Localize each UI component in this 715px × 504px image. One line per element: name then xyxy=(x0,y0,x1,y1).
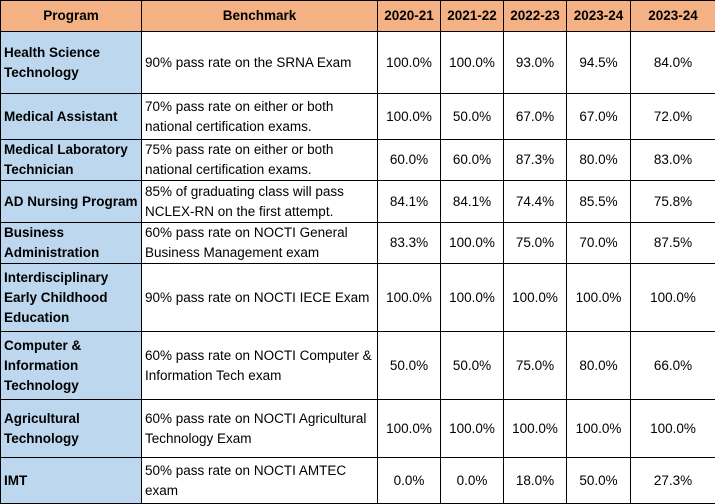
value-cell: 100.0% xyxy=(504,400,567,458)
value-cell: 50.0% xyxy=(441,332,504,400)
value-cell: 75.0% xyxy=(504,223,567,264)
value-cell: 83.0% xyxy=(631,140,715,181)
table-row xyxy=(1,94,715,140)
program-cell: IMT xyxy=(1,458,142,504)
benchmark-cell: 70% pass rate on either or both national certification exams. xyxy=(142,94,378,140)
table-row xyxy=(1,332,715,400)
table-row xyxy=(1,400,715,458)
value-cell: 93.0% xyxy=(504,32,567,94)
value-cell: 70.0% xyxy=(567,223,631,264)
table-row xyxy=(1,32,715,94)
value-cell: 87.5% xyxy=(631,223,715,264)
value-cell: 87.3% xyxy=(504,140,567,181)
value-cell: 100.0% xyxy=(441,32,504,94)
header-year-2021-22: 2021-22 xyxy=(441,1,504,32)
program-cell: Agricultural Technology xyxy=(1,400,142,458)
value-cell: 66.0% xyxy=(631,332,715,400)
value-cell: 100.0% xyxy=(441,400,504,458)
benchmark-cell: 60% pass rate on NOCTI General Business Management exam xyxy=(142,223,378,264)
program-cell: Business Administration xyxy=(1,223,142,264)
value-cell: 50.0% xyxy=(378,332,441,400)
value-cell: 27.3% xyxy=(631,458,715,504)
benchmark-cell: 90% pass rate on NOCTI IECE Exam xyxy=(142,264,378,332)
header-program: Program xyxy=(1,1,142,32)
value-cell: 100.0% xyxy=(441,223,504,264)
value-cell: 0.0% xyxy=(441,458,504,504)
benchmark-cell: 75% pass rate on either or both national certification exams. xyxy=(142,140,378,181)
value-cell: 84.1% xyxy=(378,181,441,223)
value-cell: 50.0% xyxy=(567,458,631,504)
header-year-2022-23: 2022-23 xyxy=(504,1,567,32)
value-cell: 80.0% xyxy=(567,140,631,181)
table-row xyxy=(1,223,715,264)
table-row xyxy=(1,140,715,181)
value-cell: 0.0% xyxy=(378,458,441,504)
value-cell: 50.0% xyxy=(441,94,504,140)
value-cell: 80.0% xyxy=(567,332,631,400)
program-cell: AD Nursing Program xyxy=(1,181,142,223)
value-cell: 100.0% xyxy=(378,32,441,94)
header-year-2023-24: 2023-24 xyxy=(567,1,631,32)
value-cell: 84.1% xyxy=(441,181,504,223)
value-cell: 94.5% xyxy=(567,32,631,94)
value-cell: 100.0% xyxy=(441,264,504,332)
value-cell: 100.0% xyxy=(567,264,631,332)
header-year-2023-24-b: 2023-24 xyxy=(631,1,715,32)
value-cell: 84.0% xyxy=(631,32,715,94)
header-row xyxy=(1,1,715,32)
value-cell: 67.0% xyxy=(504,94,567,140)
value-cell: 75.0% xyxy=(504,332,567,400)
program-cell: Medical Assistant xyxy=(1,94,142,140)
value-cell: 100.0% xyxy=(631,400,715,458)
header-year-2020-21: 2020-21 xyxy=(378,1,441,32)
benchmark-cell: 85% of graduating class will pass NCLEX-RN on the first attempt. xyxy=(142,181,378,223)
value-cell: 100.0% xyxy=(504,264,567,332)
value-cell: 100.0% xyxy=(631,264,715,332)
table-row xyxy=(1,181,715,223)
value-cell: 100.0% xyxy=(378,94,441,140)
benchmark-cell: 50% pass rate on NOCTI AMTEC exam xyxy=(142,458,378,504)
benchmark-cell: 90% pass rate on the SRNA Exam xyxy=(142,32,378,94)
value-cell: 72.0% xyxy=(631,94,715,140)
value-cell: 74.4% xyxy=(504,181,567,223)
value-cell: 83.3% xyxy=(378,223,441,264)
program-cell: Medical Laboratory Technician xyxy=(1,140,142,181)
value-cell: 100.0% xyxy=(378,264,441,332)
table-row xyxy=(1,458,715,504)
program-cell: Health Science Technology xyxy=(1,32,142,94)
benchmark-cell: 60% pass rate on NOCTI Agricultural Technology Exam xyxy=(142,400,378,458)
program-cell: Interdisciplinary Early Childhood Education xyxy=(1,264,142,332)
value-cell: 75.8% xyxy=(631,181,715,223)
table-row xyxy=(1,264,715,332)
value-cell: 60.0% xyxy=(378,140,441,181)
value-cell: 100.0% xyxy=(378,400,441,458)
value-cell: 85.5% xyxy=(567,181,631,223)
value-cell: 60.0% xyxy=(441,140,504,181)
header-benchmark: Benchmark xyxy=(142,1,378,32)
value-cell: 67.0% xyxy=(567,94,631,140)
value-cell: 100.0% xyxy=(567,400,631,458)
program-cell: Computer & Information Technology xyxy=(1,332,142,400)
value-cell: 18.0% xyxy=(504,458,567,504)
benchmark-cell: 60% pass rate on NOCTI Computer & Information Tech exam xyxy=(142,332,378,400)
